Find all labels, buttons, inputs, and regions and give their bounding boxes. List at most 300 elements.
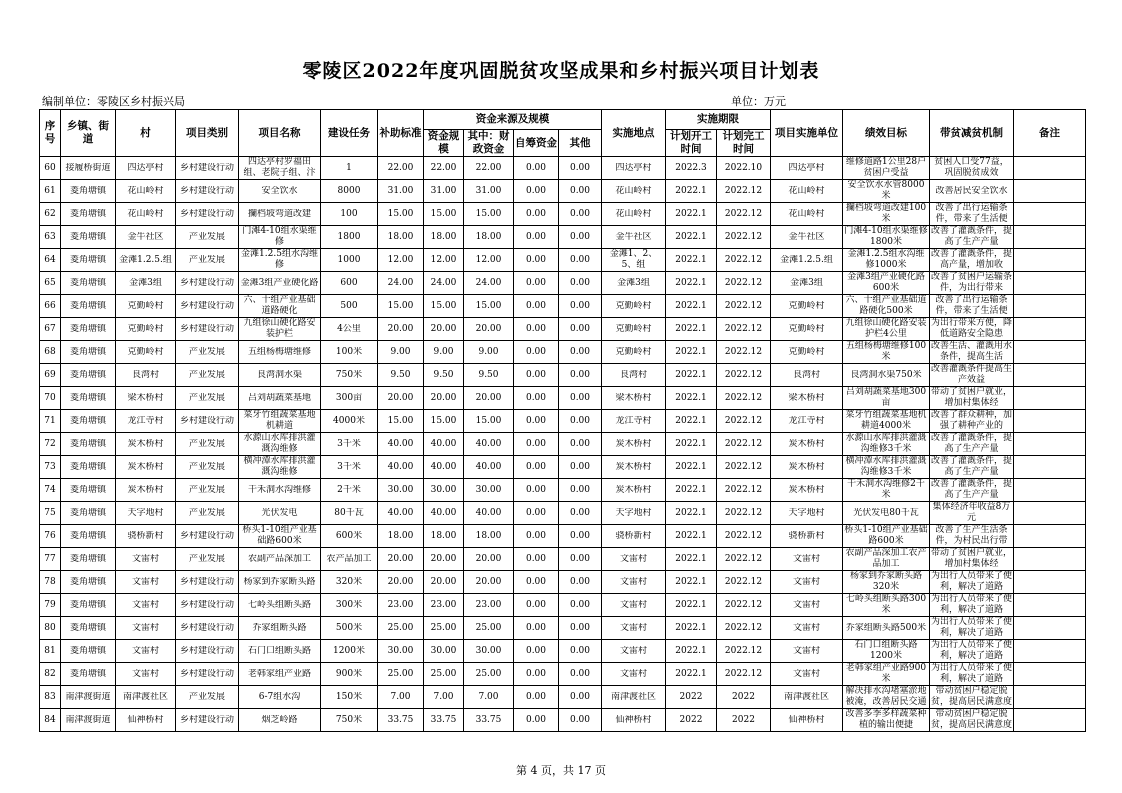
header-period: 实施期限 (666, 110, 771, 130)
cell-impl-unit (771, 594, 843, 617)
cell-start (666, 525, 717, 548)
cell-mechanism-text: 为出行人员带来了便利，解决了道路 (931, 663, 1012, 684)
cell-impl-unit (771, 272, 843, 295)
cell-impl-unit (771, 663, 843, 686)
cell-fund-fiscal (464, 249, 514, 272)
cell-fund-self (514, 640, 559, 663)
cell-goal-text: 吕刘胡蔬菜基地300亩 (845, 387, 927, 408)
cell-category-text: 产业发展 (188, 461, 225, 472)
cell-start (666, 709, 717, 732)
cell-task (321, 502, 378, 525)
header-subsidy: 补助标准 (378, 110, 424, 157)
cell-village-text: 金滩1.2.5.组 (119, 254, 172, 265)
cell-seq-text: 64 (44, 254, 56, 265)
cell-start (666, 456, 717, 479)
cell-fund-scale-text: 20.00 (430, 323, 457, 334)
cell-village-text: 梁木桥村 (127, 392, 164, 403)
cell-category-text: 产业发展 (188, 553, 225, 564)
cell-fund-other-text: 0.00 (569, 507, 591, 518)
cell-town-text: 菱角塘镇 (69, 254, 106, 265)
cell-village (116, 341, 176, 364)
cell-seq-text: 68 (44, 346, 56, 357)
cell-fund-self-text: 0.00 (525, 415, 547, 426)
cell-end-text: 2022.12 (724, 277, 763, 288)
cell-end (717, 548, 771, 571)
cell-fund-self (514, 663, 559, 686)
cell-goal-text: 农副产品深加工农产品加工 (845, 548, 927, 569)
cell-end (717, 318, 771, 341)
cell-town-text: 菱角塘镇 (69, 392, 106, 403)
cell-town-text: 菱角塘镇 (69, 346, 106, 357)
cell-start (666, 341, 717, 364)
cell-category-text: 产业发展 (188, 231, 225, 242)
cell-town (61, 387, 116, 410)
cell-fund-other (559, 502, 602, 525)
cell-subsidy-text: 20.00 (387, 553, 414, 564)
cell-seq-text: 63 (44, 231, 56, 242)
cell-mechanism-text: 改善了群众耕种，加强了耕种产业的 (931, 410, 1012, 431)
cell-fund-other-text: 0.00 (569, 369, 591, 380)
cell-fund-scale (424, 249, 464, 272)
cell-subsidy (378, 640, 424, 663)
cell-subsidy (378, 318, 424, 341)
cell-fund-scale-text: 18.00 (430, 530, 457, 541)
cell-subsidy-text: 9.50 (390, 369, 411, 380)
cell-end (717, 226, 771, 249)
cell-fund-self-text: 0.00 (525, 162, 547, 173)
cell-town-text: 菱角塘镇 (69, 323, 106, 334)
cell-category-text: 乡村建设行动 (179, 599, 234, 610)
cell-start (666, 295, 717, 318)
cell-remark (1014, 157, 1086, 180)
cell-fund-fiscal-text: 31.00 (475, 185, 502, 196)
cell-location-text: 炭木桥村 (615, 461, 652, 472)
cell-fund-fiscal-text: 25.00 (475, 622, 502, 633)
cell-mechanism (930, 525, 1014, 548)
project-plan-table (39, 109, 1086, 732)
cell-town (61, 318, 116, 341)
cell-subsidy (378, 410, 424, 433)
cell-project-name-text: 光伏发电 (261, 507, 298, 518)
cell-subsidy-text: 20.00 (387, 392, 414, 403)
cell-fund-fiscal (464, 433, 514, 456)
cell-goal-text: 改善多季多样蔬菜种植的输出便捷 (845, 709, 927, 730)
cell-fund-other (559, 640, 602, 663)
cell-impl-unit (771, 364, 843, 387)
cell-fund-self-text: 0.00 (525, 576, 547, 587)
cell-fund-self (514, 571, 559, 594)
cell-start-text: 2022.1 (675, 415, 707, 426)
cell-goal-text: 七岭头组断头路300米 (845, 594, 927, 615)
cell-task-text: 500 (340, 300, 358, 311)
cell-location (602, 249, 666, 272)
cell-goal-text: 安全饮水水管8000米 (847, 180, 925, 201)
cell-goal (843, 180, 930, 203)
cell-fund-scale (424, 433, 464, 456)
cell-town (61, 479, 116, 502)
cell-fund-self-text: 0.00 (525, 208, 547, 219)
cell-subsidy-text: 22.00 (387, 162, 414, 173)
cell-category-text: 乡村建设行动 (179, 530, 234, 541)
compiler-label: 编制单位：零陵区乡村振兴局 (42, 95, 185, 108)
cell-end (717, 295, 771, 318)
cell-fund-scale-text: 7.00 (433, 691, 454, 702)
cell-impl-unit (771, 295, 843, 318)
cell-subsidy (378, 686, 424, 709)
cell-start (666, 502, 717, 525)
cell-fund-scale-text: 40.00 (430, 507, 457, 518)
cell-task (321, 295, 378, 318)
cell-subsidy (378, 180, 424, 203)
cell-start-text: 2022.1 (675, 438, 707, 449)
cell-goal (843, 295, 930, 318)
cell-task-text: 320米 (335, 576, 363, 587)
cell-project-name-text: 门滩4-10组水渠维修 (242, 226, 317, 247)
cell-goal-text: 石门口组断头路1200米 (854, 640, 918, 661)
cell-category (176, 364, 239, 387)
cell-seq (40, 295, 61, 318)
cell-category-text: 乡村建设行动 (179, 576, 234, 587)
cell-location (602, 318, 666, 341)
cell-village-text: 花山岭村 (127, 208, 164, 219)
cell-fund-self-text: 0.00 (525, 461, 547, 472)
cell-subsidy (378, 341, 424, 364)
cell-category (176, 594, 239, 617)
cell-fund-self (514, 479, 559, 502)
cell-town-text: 菱角塘镇 (69, 208, 106, 219)
cell-goal (843, 709, 930, 732)
cell-fund-fiscal (464, 502, 514, 525)
cell-mechanism-text: 带动了贫困户就业，增加村集体经 (931, 387, 1012, 408)
cell-category (176, 203, 239, 226)
cell-fund-self-text: 0.00 (525, 668, 547, 679)
cell-mechanism (930, 387, 1014, 410)
cell-impl-unit (771, 548, 843, 571)
cell-subsidy-text: 24.00 (387, 277, 414, 288)
cell-goal-text: 横冲潭水库排洪灌溉沟维修3千米 (845, 456, 927, 477)
cell-goal-text: 水源山水库排洪灌溉沟维修3千米 (845, 433, 927, 454)
cell-town (61, 203, 116, 226)
cell-fund-fiscal (464, 272, 514, 295)
cell-category (176, 709, 239, 732)
cell-fund-self (514, 157, 559, 180)
cell-fund-scale-text: 40.00 (430, 438, 457, 449)
cell-mechanism (930, 203, 1014, 226)
cell-project-name (239, 479, 321, 502)
cell-mechanism-text: 改善了灌溉条件，提高了生产产量 (931, 433, 1012, 454)
cell-impl-unit-text: 克勤岭村 (788, 346, 825, 357)
cell-fund-fiscal (464, 318, 514, 341)
cell-impl-unit (771, 157, 843, 180)
cell-project-name-text: 六、十组产业基础道路硬化 (243, 295, 316, 316)
cell-subsidy-text: 7.00 (390, 691, 411, 702)
cell-task-text: 1800 (337, 231, 361, 242)
cell-task (321, 364, 378, 387)
cell-fund-other-text: 0.00 (569, 323, 591, 334)
cell-fund-other (559, 686, 602, 709)
cell-fund-other-text: 0.00 (569, 530, 591, 541)
cell-town (61, 364, 116, 387)
cell-fund-fiscal-text: 15.00 (475, 208, 502, 219)
cell-subsidy (378, 709, 424, 732)
cell-fund-fiscal (464, 341, 514, 364)
table-row (40, 272, 1086, 295)
cell-project-name (239, 617, 321, 640)
cell-seq-text: 67 (44, 323, 56, 334)
cell-mechanism-text: 改善居民安全饮水 (935, 185, 1008, 196)
cell-fund-scale (424, 272, 464, 295)
cell-category (176, 502, 239, 525)
cell-mechanism-text: 为出行人员带来了便利，解决了道路 (931, 640, 1012, 661)
cell-fund-scale-text: 20.00 (430, 576, 457, 587)
cell-fund-other (559, 594, 602, 617)
cell-subsidy (378, 226, 424, 249)
cell-remark (1014, 341, 1086, 364)
cell-town (61, 433, 116, 456)
cell-subsidy-text: 30.00 (387, 645, 414, 656)
cell-fund-other (559, 272, 602, 295)
cell-village (116, 548, 176, 571)
cell-fund-fiscal (464, 686, 514, 709)
cell-subsidy-text: 18.00 (387, 231, 414, 242)
cell-category-text: 乡村建设行动 (179, 185, 234, 196)
cell-subsidy-text: 20.00 (387, 576, 414, 587)
cell-impl-unit-text: 南津渡社区 (783, 691, 829, 702)
cell-town-text: 菱角塘镇 (69, 484, 106, 495)
cell-start (666, 157, 717, 180)
cell-fund-scale (424, 479, 464, 502)
cell-project-name (239, 364, 321, 387)
cell-impl-unit-text: 炭木桥村 (788, 438, 825, 449)
cell-seq-text: 66 (44, 300, 56, 311)
cell-town-text: 菱角塘镇 (69, 645, 106, 656)
cell-impl-unit (771, 686, 843, 709)
cell-task (321, 203, 378, 226)
cell-fund-self (514, 709, 559, 732)
cell-subsidy (378, 571, 424, 594)
cell-project-name-text: 农副产品深加工 (247, 553, 311, 564)
cell-impl-unit (771, 249, 843, 272)
table-body (40, 157, 1086, 732)
cell-task (321, 249, 378, 272)
cell-fund-self-text: 0.00 (525, 438, 547, 449)
cell-impl-unit (771, 479, 843, 502)
cell-fund-fiscal-text: 15.00 (475, 300, 502, 311)
cell-seq-text: 84 (44, 714, 56, 725)
cell-goal (843, 272, 930, 295)
table-row (40, 594, 1086, 617)
cell-fund-scale (424, 709, 464, 732)
cell-task-text: 4公里 (337, 323, 361, 334)
cell-village-text: 炭木桥村 (127, 438, 164, 449)
cell-fund-fiscal-text: 30.00 (475, 484, 502, 495)
cell-fund-self (514, 548, 559, 571)
cell-town-text: 菱角塘镇 (69, 622, 106, 633)
cell-start-text: 2022 (679, 691, 703, 702)
cell-mechanism-text: 改善了灌溉条件，提高了生产产量 (931, 226, 1012, 247)
cell-town-text: 菱角塘镇 (69, 530, 106, 541)
table-row (40, 709, 1086, 732)
cell-fund-self (514, 318, 559, 341)
cell-village (116, 318, 176, 341)
cell-mechanism (930, 341, 1014, 364)
cell-seq-text: 82 (44, 668, 56, 679)
cell-project-name (239, 226, 321, 249)
cell-fund-scale (424, 364, 464, 387)
cell-goal-text: 门滩4-10组水渠维修1800米 (844, 226, 928, 247)
cell-fund-scale-text: 9.50 (433, 369, 454, 380)
cell-project-name-text: 6-7组水沟 (258, 691, 301, 702)
cell-town-text: 菱角塘镇 (69, 231, 106, 242)
cell-fund-other-text: 0.00 (569, 622, 591, 633)
cell-end (717, 203, 771, 226)
cell-end-text: 2022.12 (724, 369, 763, 380)
cell-start-text: 2022.1 (675, 507, 707, 518)
header-task: 建设任务 (321, 110, 378, 157)
cell-fund-scale (424, 548, 464, 571)
cell-fund-self-text: 0.00 (525, 277, 547, 288)
cell-task-text: 750米 (335, 369, 363, 380)
cell-goal (843, 479, 930, 502)
cell-fund-other-text: 0.00 (569, 300, 591, 311)
cell-fund-other-text: 0.00 (569, 438, 591, 449)
cell-village (116, 617, 176, 640)
cell-location-text: 克勤岭村 (615, 323, 652, 334)
cell-location-text: 花山岭村 (615, 208, 652, 219)
cell-end (717, 617, 771, 640)
cell-mechanism-text: 改善了灌溉条件，提高了生产产量 (931, 456, 1012, 477)
cell-project-name-text: 烟芝岭路 (261, 714, 298, 725)
cell-village (116, 525, 176, 548)
cell-fund-other (559, 157, 602, 180)
cell-seq-text: 74 (44, 484, 56, 495)
cell-subsidy (378, 594, 424, 617)
cell-fund-self-text: 0.00 (525, 599, 547, 610)
cell-village-text: 南津渡社区 (122, 691, 168, 702)
cell-end-text: 2022.12 (724, 461, 763, 472)
cell-task (321, 387, 378, 410)
cell-fund-other-text: 0.00 (569, 599, 591, 610)
cell-impl-unit-text: 文雷村 (792, 599, 820, 610)
cell-subsidy (378, 525, 424, 548)
cell-fund-self-text: 0.00 (525, 530, 547, 541)
cell-category-text: 乡村建设行动 (179, 668, 234, 679)
cell-mechanism-text: 改善了出行运输条件，带来了生活便 (935, 295, 1008, 316)
cell-end-text: 2022.12 (724, 231, 763, 242)
header-town: 乡镇、街道 (61, 110, 116, 157)
cell-category-text: 乡村建设行动 (179, 622, 234, 633)
cell-subsidy (378, 295, 424, 318)
cell-subsidy (378, 203, 424, 226)
cell-category (176, 387, 239, 410)
cell-fund-self (514, 249, 559, 272)
cell-fund-other (559, 249, 602, 272)
cell-project-name (239, 571, 321, 594)
table-row (40, 548, 1086, 571)
cell-remark (1014, 479, 1086, 502)
cell-project-name-text: 杨家到乔家断头路 (243, 576, 316, 587)
cell-impl-unit-text: 龙江寺村 (788, 415, 825, 426)
cell-fund-fiscal (464, 479, 514, 502)
cell-location-text: 花山岭村 (615, 185, 652, 196)
cell-subsidy-text: 23.00 (387, 599, 414, 610)
cell-category (176, 640, 239, 663)
cell-project-name (239, 387, 321, 410)
cell-mechanism-text: 贫困人口受77益，巩固脱贫成效 (934, 157, 1009, 178)
cell-fund-fiscal-text: 18.00 (475, 530, 502, 541)
cell-fund-other-text: 0.00 (569, 645, 591, 656)
cell-impl-unit (771, 502, 843, 525)
cell-category-text: 乡村建设行动 (179, 162, 234, 173)
cell-location-text: 四达亭村 (615, 162, 652, 173)
cell-category-text: 乡村建设行动 (179, 300, 234, 311)
cell-remark (1014, 686, 1086, 709)
cell-category-text: 乡村建设行动 (179, 415, 234, 426)
cell-fund-scale (424, 686, 464, 709)
cell-location (602, 640, 666, 663)
cell-project-name-text: 良湾洞水渠 (256, 369, 302, 380)
cell-impl-unit (771, 318, 843, 341)
cell-location (602, 364, 666, 387)
cell-task-text: 80千瓦 (334, 507, 364, 518)
cell-start-text: 2022.1 (675, 668, 707, 679)
cell-goal (843, 364, 930, 387)
cell-fund-fiscal-text: 18.00 (475, 231, 502, 242)
cell-project-name-text: 水源山水库排洪灌溉沟维修 (243, 433, 316, 454)
cell-category-text: 产业发展 (188, 691, 225, 702)
cell-goal-text: 老韩家组产业路900米 (845, 663, 927, 684)
cell-location (602, 617, 666, 640)
cell-town-text: 菱角塘镇 (69, 668, 106, 679)
cell-category (176, 571, 239, 594)
cell-mechanism (930, 249, 1014, 272)
cell-fund-fiscal-text: 22.00 (475, 162, 502, 173)
cell-seq (40, 594, 61, 617)
cell-fund-scale-text: 18.00 (430, 231, 457, 242)
cell-mechanism (930, 571, 1014, 594)
cell-fund-scale (424, 226, 464, 249)
cell-village (116, 502, 176, 525)
cell-seq (40, 410, 61, 433)
cell-seq (40, 157, 61, 180)
cell-location-text: 龙江寺村 (615, 415, 652, 426)
cell-location-text: 炭木桥村 (615, 484, 652, 495)
cell-subsidy (378, 502, 424, 525)
cell-village-text: 文雷村 (131, 576, 159, 587)
cell-location-text: 文雷村 (619, 622, 647, 633)
header-mechanism: 带贫减贫机制 (930, 110, 1014, 157)
cell-mechanism (930, 364, 1014, 387)
cell-category (176, 525, 239, 548)
cell-fund-self (514, 686, 559, 709)
cell-end (717, 686, 771, 709)
cell-mechanism-text: 改善了出行运输条件，带来了生活便 (935, 203, 1008, 224)
cell-fund-scale (424, 295, 464, 318)
cell-subsidy-text: 25.00 (387, 622, 414, 633)
cell-task (321, 433, 378, 456)
cell-end-text: 2022.12 (724, 530, 763, 541)
cell-task-text: 8000 (337, 185, 361, 196)
cell-location (602, 502, 666, 525)
cell-fund-self-text: 0.00 (525, 392, 547, 403)
table-row (40, 456, 1086, 479)
table-row (40, 226, 1086, 249)
cell-fund-self (514, 617, 559, 640)
table-row (40, 686, 1086, 709)
header-funds: 资金来源及规模 (424, 110, 602, 130)
cell-mechanism-text: 改善灌溉条件提高生产效益 (931, 364, 1012, 385)
cell-seq-text: 61 (44, 185, 56, 196)
